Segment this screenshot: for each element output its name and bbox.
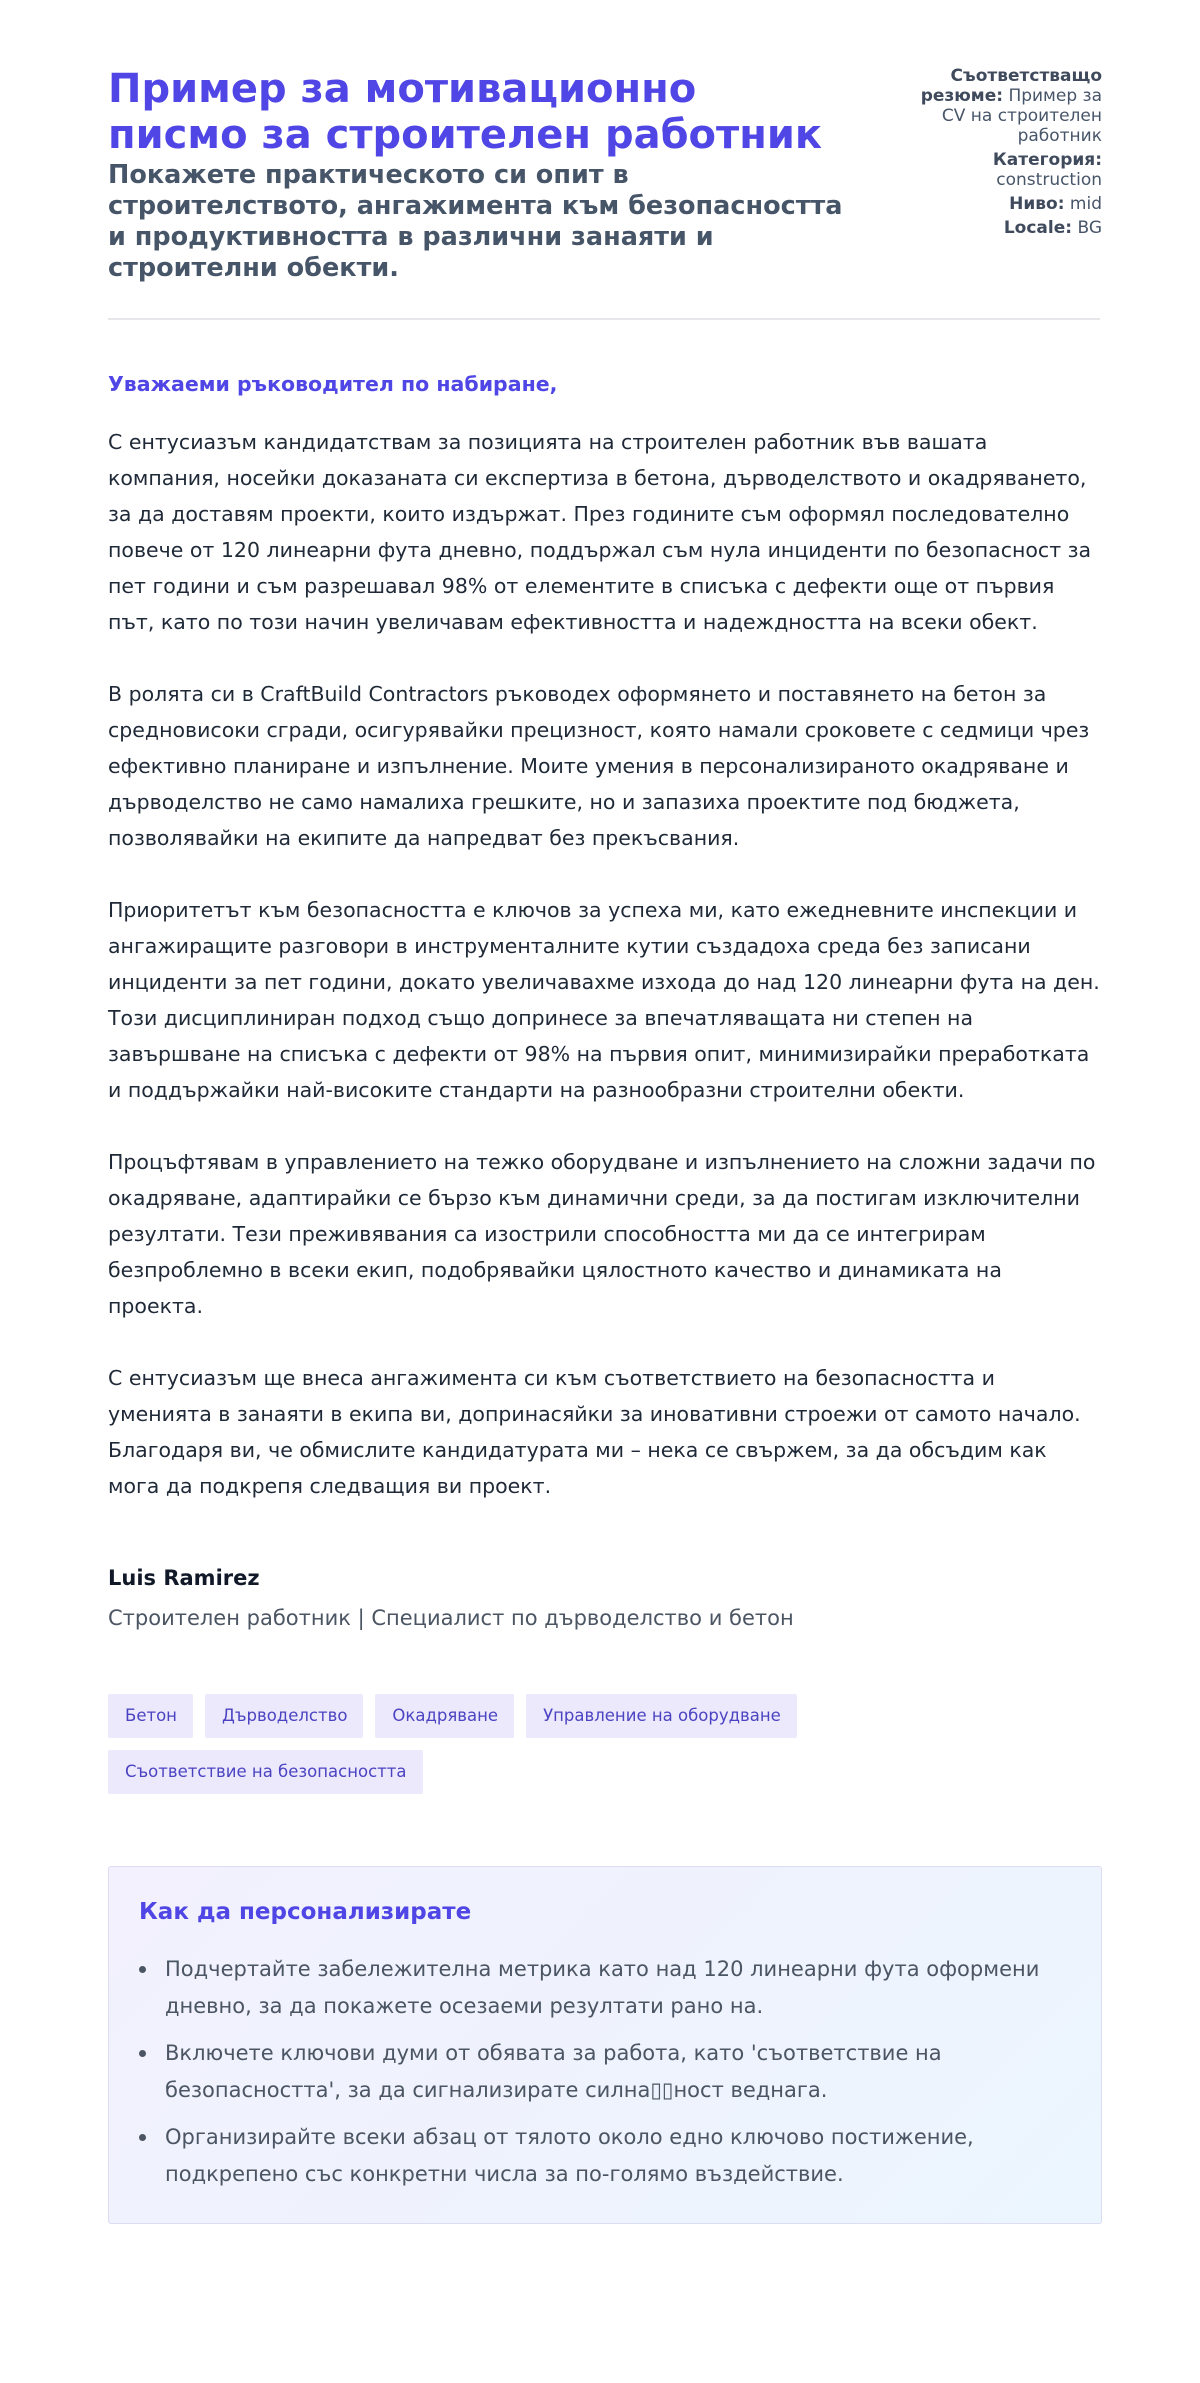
meta-level <box>902 194 1102 214</box>
meta-locale <box>902 218 1102 238</box>
metadata-panel <box>902 66 1102 284</box>
customization-tips-box <box>108 1866 1102 2224</box>
bullet-icon <box>139 1966 146 1973</box>
skill-tags <box>108 1694 1102 1794</box>
letter-paragraph: Приоритетът към безопасността е ключов за успеха ми, като ежедневните инспекции и ангажиращите разговори в инструменталните кутии създадоха среда без записани инциденти за пет години, докато увеличавахме изхода до над 120 линеарни фута на ден. Този дисциплиниран подход също допринесе за впечатляващата ни степен на завършване на списъка с дефекти от 98% на първия опит, минимизирайки преработката и поддържайки най-високите стандарти на разнообразни строителни обекти. <box>108 898 1100 1102</box>
tip-item <box>139 2119 1073 2193</box>
meta-value: Пример за CV на строителен работник <box>941 86 1102 146</box>
meta-value: construction <box>996 170 1102 190</box>
skill-tag: Съответствие на безопасността <box>108 1750 423 1794</box>
skill-tag: Бетон <box>108 1694 193 1738</box>
skill-tag: Дърводелство <box>205 1694 363 1738</box>
letter-paragraph: Процъфтявам в управлението на тежко оборудване и изпълнението на сложни задачи по окадряване, адаптирайки се бързо към динамични среди, за да постигам изключителни резултати. Тези преживявания са изострили способността ми да се интегрирам безпроблемно в всеки екип, подобрявайки цялостното качество и динамиката на проекта. <box>108 1150 1096 1318</box>
tip-item <box>139 1951 1073 2025</box>
letter-paragraph: В ролята си в CraftBuild Contractors ръководех оформянето и поставянето на бетон за средновисоки сгради, осигурявайки прецизност, която намали сроковете с седмици чрез ефективно планиране и изпълнение. Моите умения в персонализираното окадряване и дърводелство не само намалиха грешките, но и запазиха проектите под бюджета, позволявайки на екипите да напредват без прекъсвания. <box>108 682 1090 850</box>
tips-list <box>139 1951 1073 2193</box>
meta-value: BG <box>1077 218 1102 238</box>
letter-paragraph: С ентусиазъм кандидатствам за позицията на строителен работник във вашата компания, носейки доказаната си експертиза в бетона, дърводелството и окадряването, за да доставям проекти, които издържат. През годините съм оформял последователно повече от 120 линеарни фута дневно, поддържал съм нула инциденти по безопасност за пет години и съм разрешавал 98% от елементите в списъка с дефекти още от първия път, като по този начин увеличавам ефективността и надеждността на всеки обект. <box>108 430 1092 634</box>
header-titles <box>108 66 848 284</box>
tip-item <box>139 2035 1073 2109</box>
page-header <box>108 0 1100 320</box>
signature-block <box>108 1564 1100 1632</box>
meta-key: Locale: <box>1003 218 1073 238</box>
signature-name: Luis Ramirez <box>108 1566 260 1590</box>
page-title: Пример за мотивационно писмо за строителен работник <box>108 66 823 158</box>
page-subtitle: Покажете практическото си опит в строителството, ангажимента към безопасността и продуктивността в различни занаяти и строителни обекти. <box>108 160 843 283</box>
signature-role: Строителен работник | Специалист по дърводелство и бетон <box>108 1606 794 1630</box>
meta-category <box>902 150 1102 190</box>
bullet-icon <box>139 2050 146 2057</box>
meta-value: mid <box>1069 194 1102 214</box>
letter-body <box>108 320 1100 1504</box>
meta-related-resume <box>902 66 1102 146</box>
skill-tag: Окадряване <box>375 1694 514 1738</box>
letter-paragraph: С ентусиазъм ще внеса ангажимента си към съответствието на безопасността и уменията в занаяти в екипа ви, допринасяйки за иновативни строежи от самото начало. Благодаря ви, че обмислите кандидатурата ми – нека се свържем, за да обсъдим как мога да подкрепя следващия ви проект. <box>108 1366 1081 1498</box>
meta-key: Съответстващо резюме: <box>920 66 1102 106</box>
salutation: Уважаеми ръководител по набиране, <box>108 372 558 396</box>
tip-text: Организирайте всеки абзац от тялото около едно ключово постижение, подкрепено със конкретни числа за по-голямо въздействие. <box>165 2125 974 2186</box>
meta-key: Ниво: <box>1009 194 1065 214</box>
bullet-icon <box>139 2134 146 2141</box>
tips-title: Как да персонализирате <box>139 1899 472 1925</box>
meta-key: Категория: <box>992 150 1102 170</box>
tip-text: Включете ключови думи от обявата за работа, като 'съответствие на безопасността', за да сигнализирате силна▯▯ност веднага. <box>165 2041 942 2102</box>
tip-text: Подчертайте забележителна метрика като над 120 линеарни фута оформени дневно, за да покажете осезаеми резултати рано на. <box>165 1957 1040 2018</box>
skill-tag: Управление на оборудване <box>526 1694 797 1738</box>
